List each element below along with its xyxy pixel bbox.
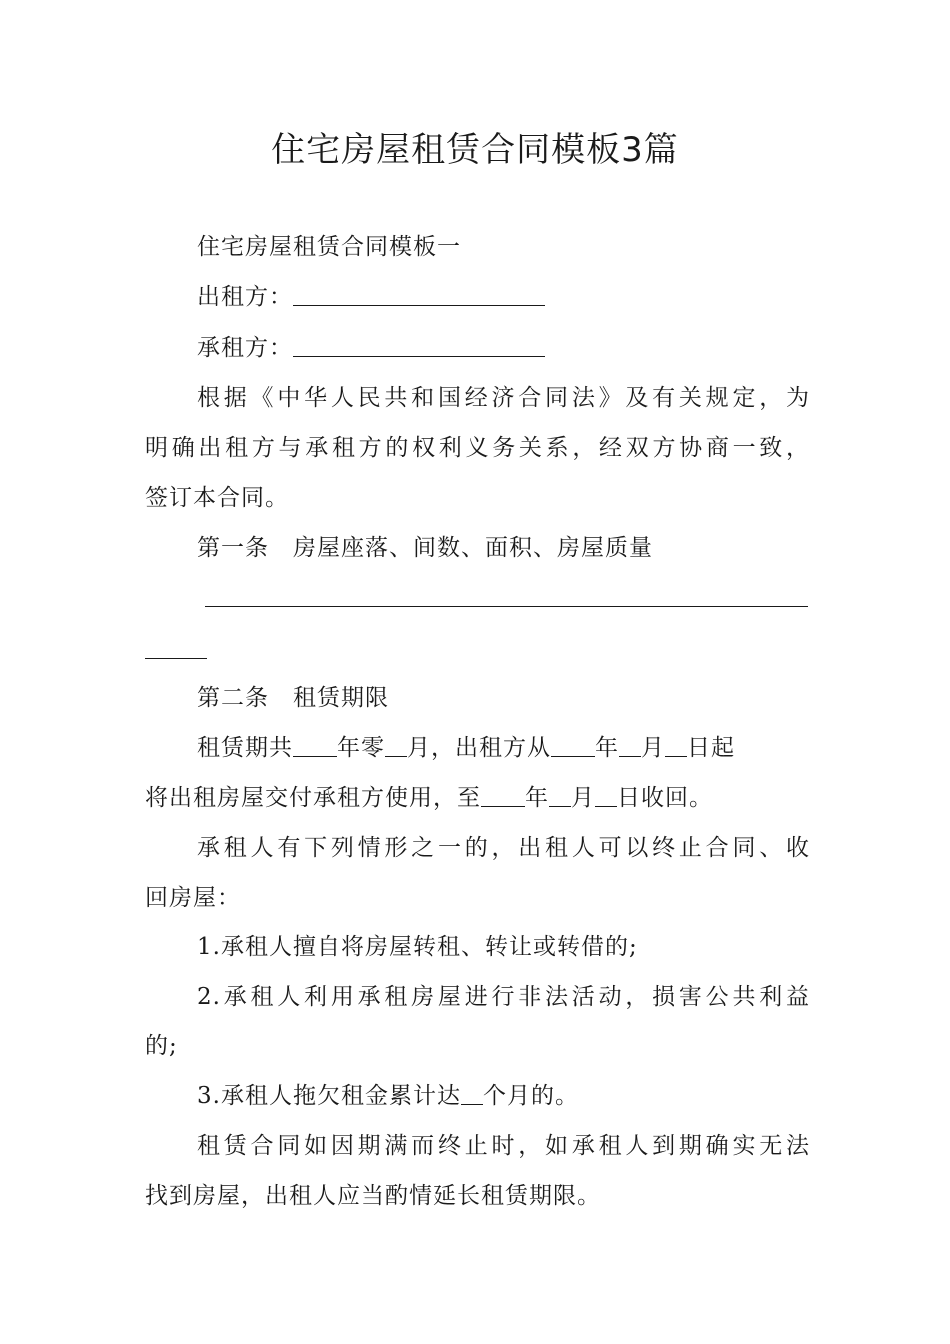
article-1-heading: 第一条 房屋座落、间数、面积、房屋质量	[197, 535, 653, 561]
term-text: 年	[595, 735, 619, 761]
intro-line-3: 签订本合同。	[145, 485, 289, 511]
lessee-line	[197, 324, 810, 372]
end-month-blank[interactable]	[549, 776, 571, 807]
property-description-blank-2[interactable]	[145, 658, 207, 659]
template-heading: 住宅房屋租赁合同模板一	[197, 234, 461, 260]
start-day-blank[interactable]	[665, 726, 687, 757]
lessee-label: 承租方：	[197, 335, 293, 361]
termination-line-1: 承租人有下列情形之一的，出租人可以终止合同、收	[197, 835, 810, 861]
term-text: 年零	[337, 735, 385, 761]
intro-line-1: 根据《中华人民共和国经济合同法》及有关规定，为	[197, 385, 810, 411]
term-text: 年	[525, 785, 549, 811]
term-line-1	[197, 724, 810, 772]
property-description-blank-1[interactable]	[205, 606, 808, 607]
term-months-blank[interactable]	[385, 726, 407, 757]
expiry-line-1: 租赁合同如因期满而终止时，如承租人到期确实无法	[197, 1133, 810, 1159]
clause-text: 3.承租人拖欠租金累计达	[197, 1083, 461, 1109]
clause-item-1: 1.承租人擅自将房屋转租、转让或转借的;	[197, 934, 638, 960]
document-title: 住宅房屋租赁合同模板3篇	[271, 130, 679, 170]
end-day-blank[interactable]	[595, 776, 617, 807]
lessor-label: 出租方：	[197, 284, 293, 310]
term-text: 租赁期共	[197, 735, 293, 761]
term-text: 日收回。	[617, 785, 713, 811]
term-text: 月	[641, 735, 665, 761]
lessee-blank[interactable]	[293, 326, 545, 357]
lessor-line	[197, 273, 810, 321]
clause-item-2-line-2: 的;	[145, 1033, 178, 1059]
term-text: 日起	[687, 735, 735, 761]
article-2-heading: 第二条 租赁期限	[197, 685, 389, 711]
end-year-blank[interactable]	[481, 776, 525, 807]
termination-line-2: 回房屋：	[145, 885, 241, 911]
start-month-blank[interactable]	[619, 726, 641, 757]
term-text: 月，出租方从	[407, 735, 551, 761]
term-years-blank[interactable]	[293, 726, 337, 757]
clause-text: 个月的。	[482, 1083, 579, 1109]
term-line-2	[145, 774, 810, 822]
lessor-blank[interactable]	[293, 275, 545, 306]
intro-line-2: 明确出租方与承租方的权利义务关系，经双方协商一致，	[145, 435, 810, 461]
clause-item-3	[197, 1072, 810, 1120]
term-text: 月	[571, 785, 595, 811]
term-text: 将出租房屋交付承租方使用，至	[145, 785, 481, 811]
start-year-blank[interactable]	[551, 726, 595, 757]
arrears-months-blank[interactable]	[461, 1074, 483, 1105]
expiry-line-2: 找到房屋，出租人应当酌情延长租赁期限。	[145, 1183, 601, 1209]
clause-item-2-line-1: 2.承租人利用承租房屋进行非法活动，损害公共利益	[197, 984, 810, 1010]
